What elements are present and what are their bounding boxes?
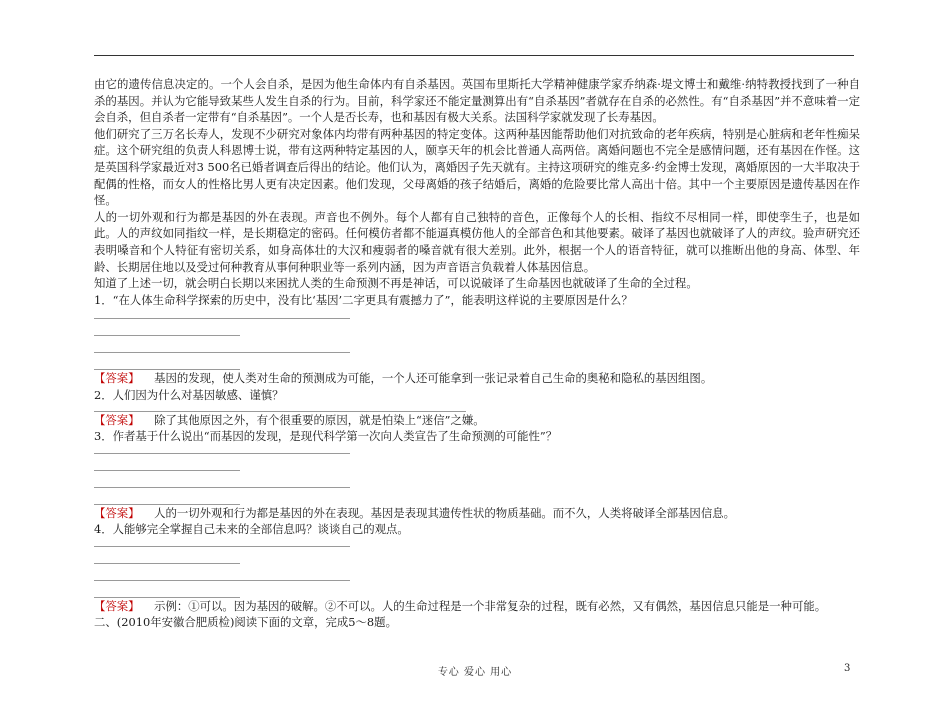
header-rule bbox=[94, 55, 854, 56]
question-1: 1．“在人体生命科学探索的历史中，没有比‘基因’二字更具有震撼力了”，能表明这样说的主要原因是什么？ bbox=[94, 292, 633, 307]
question-4: 4．人能够完全掌握自己未来的全部信息吗？谈谈自己的观点。 bbox=[94, 522, 409, 537]
answer-label: 【答案】 bbox=[94, 505, 140, 520]
section-two-heading: 二、(2010年安徽合肥质检)阅读下面的文章，完成5～8题。 bbox=[94, 615, 397, 630]
answer-text: 除了其他原因之外，有个很重要的原因，就是怕染上“迷信”之嫌。 bbox=[154, 412, 485, 427]
passage-paragraph-1: 由它的遗传信息决定的。一个人会自杀，是因为他生命体内有自杀基因。英国布里斯托大学精神健康学家乔纳森·堤文博士和戴维·纳特教授找到了一种自杀的基因。并认为它能导致某些人发生自杀的行为。目前，科学家还不能定量测算出有“自杀基因”者就存在自杀的必然性。有“自杀基因”并不意味着一定会自杀，但自杀者一定带有“自杀基因”。一个人是否长寿，也和基因有极大关系。法国科学家就发现了长寿基因。 bbox=[94, 77, 860, 125]
question-2: 2．人们因为什么对基因敏感、谨慎？ bbox=[94, 387, 284, 402]
answer-text: 人的一切外观和行为都是基因的外在表现。基因是表现其遗传性状的物质基础。而不久，人类将破译全部基因信息。 bbox=[154, 505, 735, 520]
answer-label: 【答案】 bbox=[94, 598, 140, 613]
answer-label: 【答案】 bbox=[94, 412, 140, 427]
answer-4 bbox=[94, 598, 860, 615]
answer-1 bbox=[94, 370, 860, 387]
passage-paragraph-3: 人的一切外观和行为都是基因的外在表现。声音也不例外。每个人都有自己独特的音色，正像每个人的长相、指纹不尽相同一样，即使孪生子，也是如此。人的声纹如同指纹一样，是长期稳定的密码。任何模仿者都不能逼真模仿他人的全部音色和其他要素。破译了基因也就破译了人的声纹。验声研究还表明嗓音和个人特征有密切关系，如身高体壮的大汉和瘦弱者的嗓音就有很大差别。此外，根据一个人的语音特征，就可以推断出他的身高、体型、年龄、长期居住地以及受过何种教育从事何种职业等一系列内涵，因为声音语言负载着人体基因信息。 bbox=[94, 209, 860, 274]
document-body bbox=[94, 76, 860, 631]
answer-label: 【答案】 bbox=[94, 371, 140, 386]
passage-paragraph-2: 他们研究了三万名长寿人，发现不少研究对象体内均带有两种基因的特定变体。这两种基因能帮助他们对抗致命的老年疾病，特别是心脏病和老年性痴呆症。这个研究组的负责人科恩博士说，带有这两种特定基因的人，颐享天年的机会比普通人高两倍。离婚问题也不完全是感情问题，还有基因在作怪。这是英国科学家最近对3 500名已婚者调查后得出的结论。他们认为，离婚因子先天就有。主持这项研究的维克多·约金博士发现，离婚原因的一大半取决于配偶的性格，而女人的性格比男人更有决定因素。他们发现，父母离婚的孩子结婚后，离婚的危险要比常人高出十倍。其中一个主要原因是遗传基因在作怪。 bbox=[94, 126, 860, 208]
answer-text: 示例：①可以。因为基因的破解。②不可以。人的生命过程是一个非常复杂的过程，既有必然，又有偶然，基因信息只能是一种可能。 bbox=[154, 598, 827, 613]
page-number: 3 bbox=[844, 663, 851, 674]
passage-paragraph-4: 知道了上述一切，就会明白长期以来困扰人类的生命预测不再是神话，可以说破译了生命基因也就破译了生命的全过程。 bbox=[94, 276, 698, 291]
answer-2 bbox=[94, 412, 860, 429]
answer-3 bbox=[94, 505, 860, 522]
answer-text: 基因的发现，使人类对生命的预测成为可能，一个人还可能拿到一张记录着自己生命的奥秘和隐私的基因组图。 bbox=[154, 371, 713, 386]
page-footer: 专心 爱心 用心 bbox=[437, 667, 513, 678]
question-3: 3．作者基于什么说出“而基因的发现，是现代科学第一次向人类宣告了生命预测的可能性”？ bbox=[94, 429, 558, 444]
